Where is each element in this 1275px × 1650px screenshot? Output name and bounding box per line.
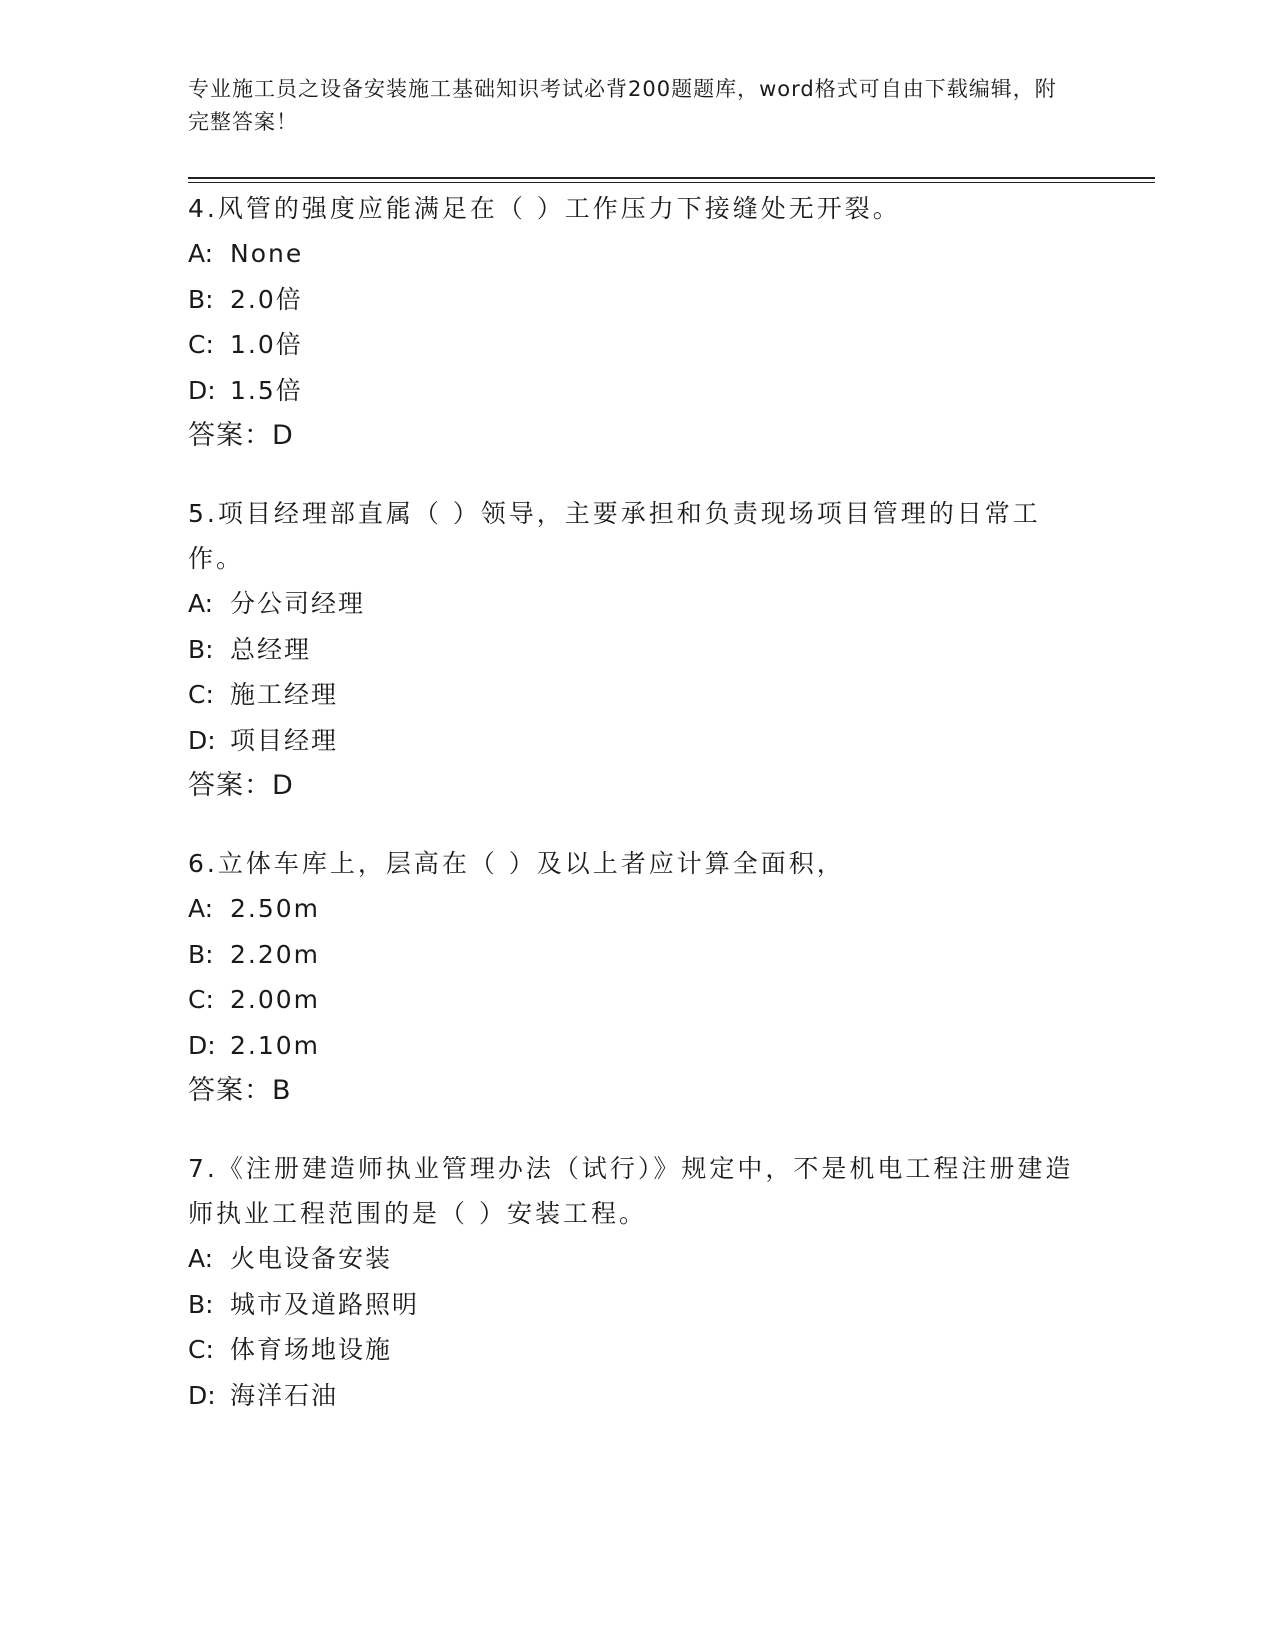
option-text: 分公司经理 [230,589,366,618]
option-d [188,718,1088,764]
option-c [188,672,1088,718]
header-divider-thin [188,182,1155,183]
option-letter: A: [188,1244,214,1273]
option-a [188,1236,1088,1282]
option-text: 2.00m [230,985,321,1014]
question-7 [188,1146,1088,1418]
option-text: 2.20m [230,939,321,969]
option-letter: C: [188,680,214,709]
option-d [188,1023,1088,1069]
option-letter: A: [188,239,214,268]
option-text: 体育场地设施 [230,1335,393,1364]
option-letter: D: [188,725,216,755]
option-letter: C: [188,330,214,359]
option-text: 项目经理 [230,725,339,755]
option-letter: B: [188,634,214,664]
option-c [188,1327,1088,1373]
option-text: 1.5倍 [230,375,303,405]
option-text: 海洋石油 [230,1380,339,1410]
option-letter: D: [188,1380,216,1410]
question-stem: 6.立体车库上，层高在（ ）及以上者应计算全面积， [188,849,845,878]
option-text: 1.0倍 [230,330,303,359]
question-list [188,186,1088,1450]
option-letter: C: [188,1335,214,1364]
question-stem: 4.风管的强度应能满足在（ ）工作压力下接缝处无开裂。 [188,194,901,223]
option-text: None [230,239,304,268]
option-c [188,322,1088,368]
option-d [188,368,1088,414]
option-letter: A: [188,589,214,618]
option-b [188,627,1088,673]
option-a [188,886,1088,932]
header-title: 专业施工员之设备安装施工基础知识考试必背200题题库，word格式可自由下载编辑，附完整答案！ [188,77,1057,134]
question-6 [188,841,1088,1114]
option-text: 2.0倍 [230,284,303,314]
option-b [188,277,1088,323]
question-4 [188,186,1088,459]
option-letter: C: [188,985,214,1014]
option-text: 城市及道路照明 [230,1289,420,1319]
option-b [188,1282,1088,1328]
option-letter: D: [188,1030,216,1060]
answer-line: 答案：B [188,1075,292,1106]
option-text: 2.50m [230,894,321,923]
option-letter: B: [188,284,214,314]
answer-line: 答案：D [188,770,294,801]
option-a [188,231,1088,277]
question-stem: 7.《注册建造师执业管理办法（试行）》规定中，不是机电工程注册建造师执业工程范围的是（ ）安装工程。 [188,1154,1074,1228]
option-letter: A: [188,894,214,923]
document-header [188,73,1068,139]
option-letter: B: [188,1289,214,1319]
option-text: 火电设备安装 [230,1244,393,1273]
answer-line: 答案：D [188,420,294,451]
header-divider-thick [188,177,1155,179]
option-b [188,932,1088,978]
option-c [188,977,1088,1023]
option-text: 施工经理 [230,680,339,709]
option-a [188,581,1088,627]
option-text: 2.10m [230,1030,321,1060]
option-text: 总经理 [230,634,312,664]
question-5 [188,491,1088,809]
question-stem: 5.项目经理部直属（ ）领导，主要承担和负责现场项目管理的日常工作。 [188,499,1041,573]
option-letter: B: [188,939,214,969]
option-d [188,1373,1088,1419]
option-letter: D: [188,375,216,405]
